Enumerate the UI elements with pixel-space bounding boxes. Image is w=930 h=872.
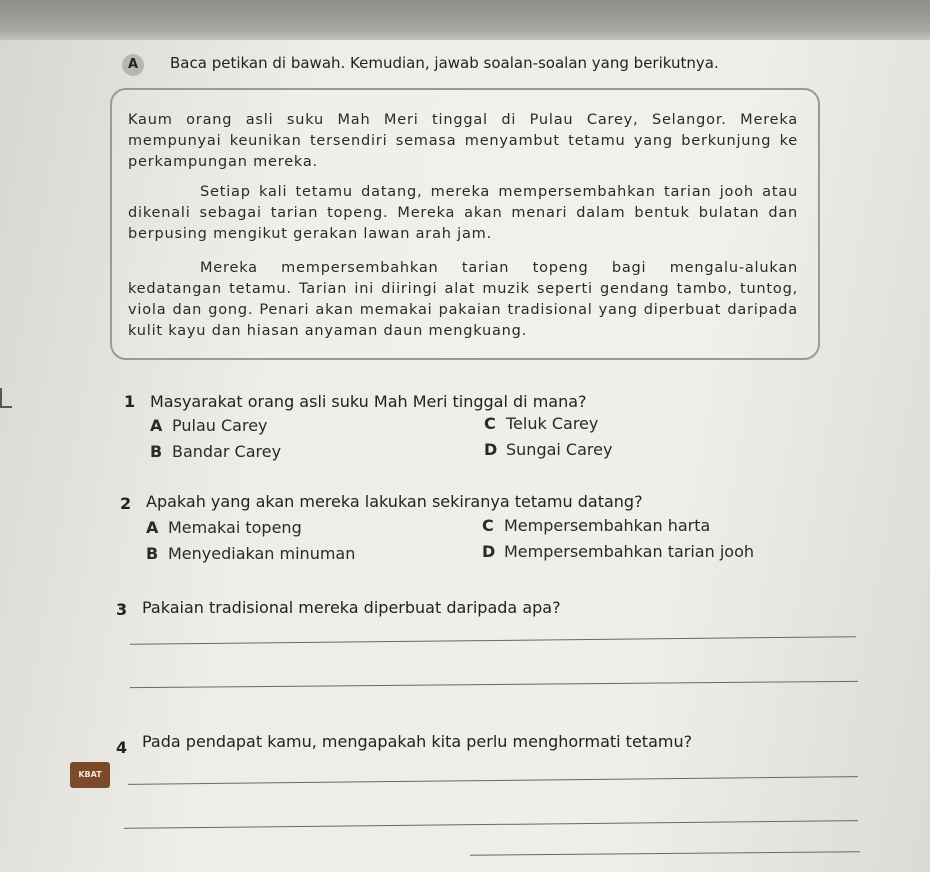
passage-paragraph-2: Setiap kali tetamu datang, mereka mempersembahkan tarian jooh atau dikenali sebagai tarian topeng. Mereka akan menari dalam bentuk bulatan dan berpusing mengikut gerakan lawan arah jam. <box>128 184 798 242</box>
option-text: Sungai Carey <box>506 440 613 459</box>
question-4-text: Pada pendapat kamu, mengapakah kita perlu menghormati tetamu? <box>142 732 693 751</box>
question-2-text: Apakah yang akan mereka lakukan sekiranya tetamu datang? <box>146 492 643 511</box>
question-1-option-b[interactable] <box>150 442 281 461</box>
question-3-text: Pakaian tradisional mereka diperbuat daripada apa? <box>142 598 561 617</box>
option-letter: A <box>146 518 159 537</box>
margin-mark <box>0 388 12 408</box>
question-1-number: 1 <box>124 392 136 411</box>
section-instruction: Baca petikan di bawah. Kemudian, jawab soalan-soalan yang berikutnya. <box>170 54 719 72</box>
question-2-option-d[interactable] <box>482 542 754 561</box>
question-3-number: 3 <box>116 600 128 619</box>
option-text: Pulau Carey <box>172 416 268 435</box>
question-2-option-c[interactable] <box>482 516 710 535</box>
kbat-badge-icon: KBAT <box>70 762 110 788</box>
question-1-option-c[interactable] <box>484 414 598 433</box>
passage-paragraph-3: Mereka mempersembahkan tarian topeng bagi mengalu-alukan kedatangan tetamu. Tarian ini diiringi alat muzik seperti gendang tambo, tuntog, viola dan gong. Penari akan memakai pakaian tradisional yang diperbuat daripada kulit kayu dan hiasan anyaman daun mengkuang. <box>128 260 798 339</box>
option-letter: C <box>484 414 496 433</box>
section-label-badge: A <box>122 54 144 76</box>
option-text: Menyediakan minuman <box>168 544 356 563</box>
option-text: Mempersembahkan harta <box>504 516 711 535</box>
option-text: Mempersembahkan tarian jooh <box>504 542 754 561</box>
question-4-number: 4 <box>116 738 128 757</box>
question-1-option-a[interactable] <box>150 416 268 435</box>
question-2-option-b[interactable] <box>146 544 355 563</box>
question-1-text: Masyarakat orang asli suku Mah Meri tinggal di mana? <box>150 392 587 411</box>
option-letter: C <box>482 516 494 535</box>
option-text: Teluk Carey <box>506 414 599 433</box>
passage-paragraph-1: Kaum orang asli suku Mah Meri tinggal di Pulau Carey, Selangor. Mereka mempunyai keunikan tersendiri semasa menyambut tetamu yang berkunjung ke perkampungan mereka. <box>128 112 798 170</box>
option-text: Bandar Carey <box>172 442 282 461</box>
page-top-band <box>0 0 930 44</box>
option-letter: B <box>146 544 159 563</box>
option-letter: D <box>482 542 496 561</box>
option-letter: A <box>150 416 163 435</box>
question-2-number: 2 <box>120 494 132 513</box>
option-letter: B <box>150 442 163 461</box>
option-text: Memakai topeng <box>168 518 302 537</box>
question-2-option-a[interactable] <box>146 518 302 537</box>
question-1-option-d[interactable] <box>484 440 612 459</box>
option-letter: D <box>484 440 498 459</box>
